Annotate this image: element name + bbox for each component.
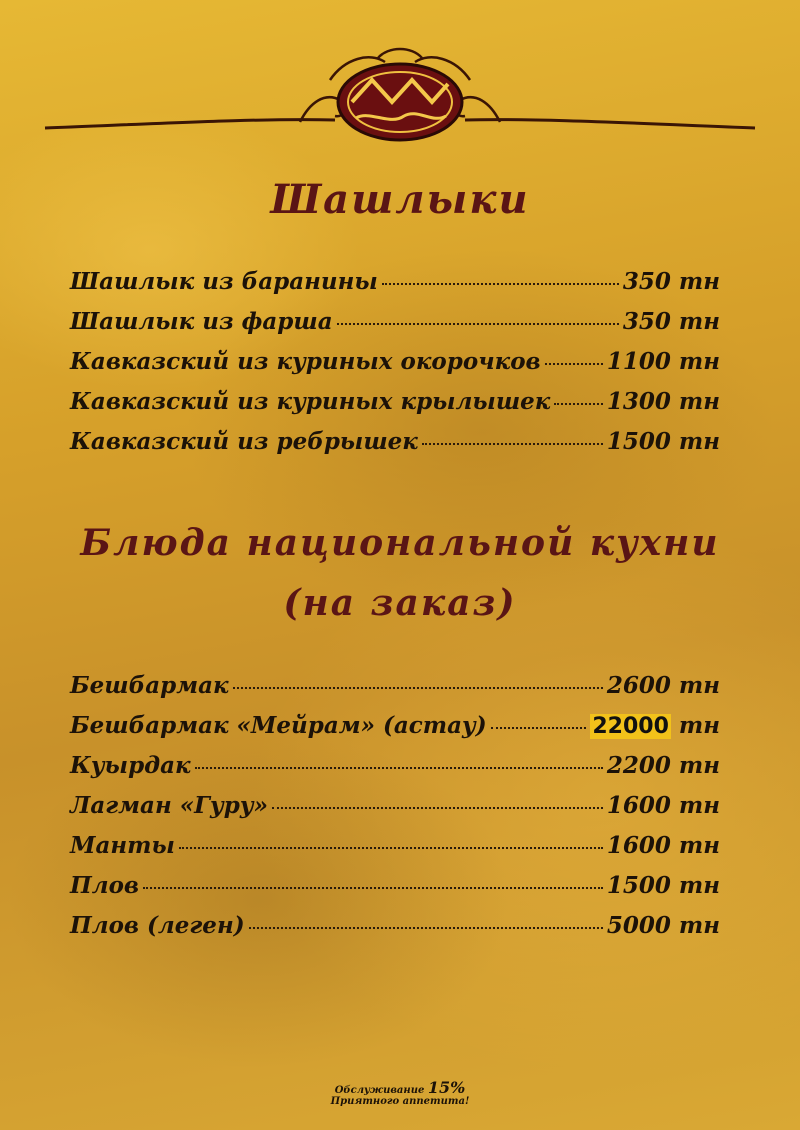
menu-item [70,872,720,912]
section-title-national: Блюда национальной кухни [80,522,720,564]
item-unit: тн [678,912,720,939]
item-name: Бешбармак «Мейрам» (астау) [70,712,487,739]
menu-item [70,348,720,388]
item-unit: тн [678,832,720,859]
item-name: Кавказский из куриных крылышек [70,388,551,415]
item-unit: тн [678,872,720,899]
item-name: Лагман «Гуру» [70,792,268,819]
item-name: Кавказский из ребрышек [70,428,418,455]
dot-leader [382,283,619,285]
dot-leader [337,323,619,325]
item-name: Кавказский из куриных окорочков [70,348,541,375]
dot-leader [195,767,603,769]
service-label: Обслуживание [334,1085,425,1096]
item-price: 2600 [606,672,671,699]
item-unit: тн [678,712,720,739]
item-price: 1100 [606,348,671,375]
menu-item [70,388,720,428]
dot-leader [554,403,603,405]
menu-item [70,912,720,952]
item-unit: тн [678,792,720,819]
menu-item [70,308,720,348]
menu-item [70,752,720,792]
item-price: 5000 [606,912,671,939]
dot-leader [179,847,603,849]
item-name: Шашлык из фарша [70,308,333,335]
item-unit: тн [678,308,720,335]
item-name: Плов (леген) [70,912,245,939]
dot-leader [545,363,603,365]
item-unit: тн [678,672,720,699]
dot-leader [422,443,603,445]
item-price: 1600 [606,832,671,859]
menu-item [70,792,720,832]
dot-leader [249,927,603,929]
item-price: 350 [622,268,671,295]
item-price: 1600 [606,792,671,819]
item-price: 350 [622,308,671,335]
item-price-highlighted: 22000 [592,714,669,739]
menu-item [70,672,720,712]
logo-ornament [0,40,800,150]
dot-leader [272,807,603,809]
section-subtitle-national: (на заказ) [283,582,517,624]
dot-leader [491,727,587,729]
item-unit: тн [678,428,720,455]
item-name: Бешбармак [70,672,229,699]
item-unit: тн [678,348,720,375]
item-name: Манты [70,832,175,859]
item-name: Куырдак [70,752,191,779]
logo-text [400,143,402,144]
item-unit: тн [678,752,720,779]
item-price: 1500 [606,428,671,455]
section-title-shashlyki: Шашлыки [270,176,530,223]
service-charge [0,1078,800,1097]
menu-item [70,268,720,308]
menu-item [70,712,720,752]
menu-item [70,832,720,872]
item-unit: тн [678,388,720,415]
item-unit: тн [678,268,720,295]
menu-list-shashlyki [70,268,720,468]
dot-leader [233,687,603,689]
menu-list-national [70,672,720,952]
item-name: Плов [70,872,140,899]
bon-appetit: Приятного аппетита! [330,1096,470,1107]
menu-item [70,428,720,468]
dot-leader [143,887,603,889]
item-price: 1300 [606,388,671,415]
item-price: 2200 [606,752,671,779]
item-name: Шашлык из баранины [70,268,378,295]
item-price: 1500 [606,872,671,899]
service-value: 15% [427,1078,466,1097]
